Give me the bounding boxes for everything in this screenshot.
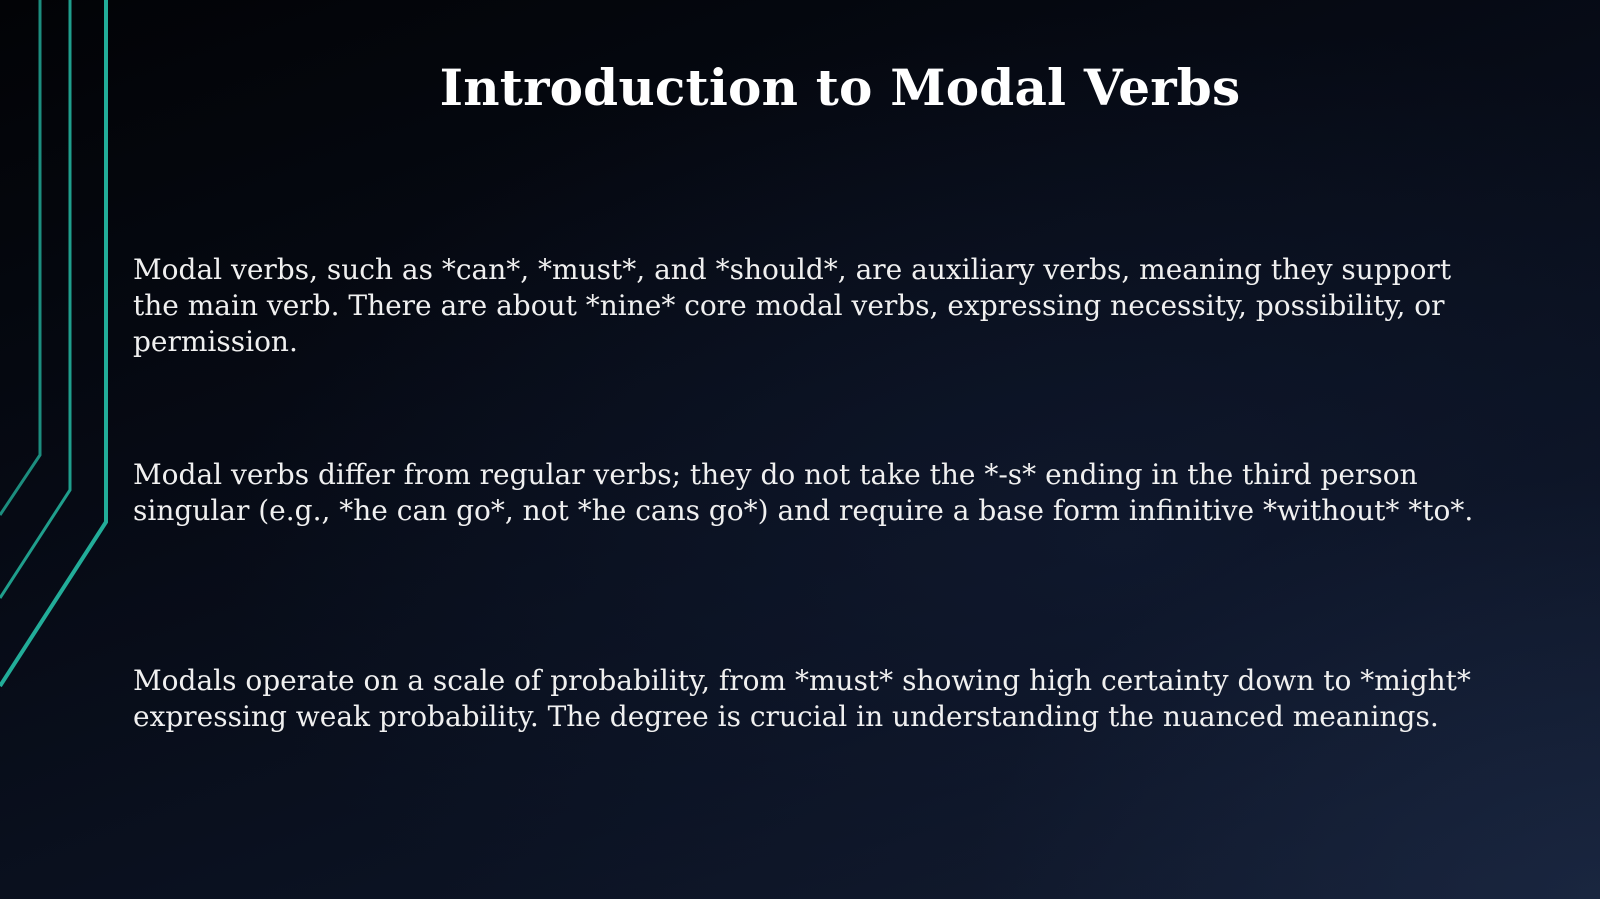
slide-title: Introduction to Modal Verbs — [439, 58, 1241, 117]
decorative-accent-lines — [0, 0, 120, 899]
paragraph-probability-scale: Modals operate on a scale of probability, from *must* showing high certainty down to *might* expressing weak probability. The degree is crucial in understanding the nuanced meanings. — [133, 664, 1471, 733]
paragraph-modal-verbs-definition: Modal verbs, such as *can*, *must*, and *should*, are auxiliary verbs, meaning they support the main verb. There are about *nine* core modal verbs, expressing necessity, possibility, or permission. — [133, 253, 1452, 358]
paragraph-modal-verbs-differences: Modal verbs differ from regular verbs; they do not take the *-s* ending in the third person singular (e.g., *he can go*, not *he cans go*) and require a base form infinitive *without* *to*. — [133, 458, 1474, 527]
